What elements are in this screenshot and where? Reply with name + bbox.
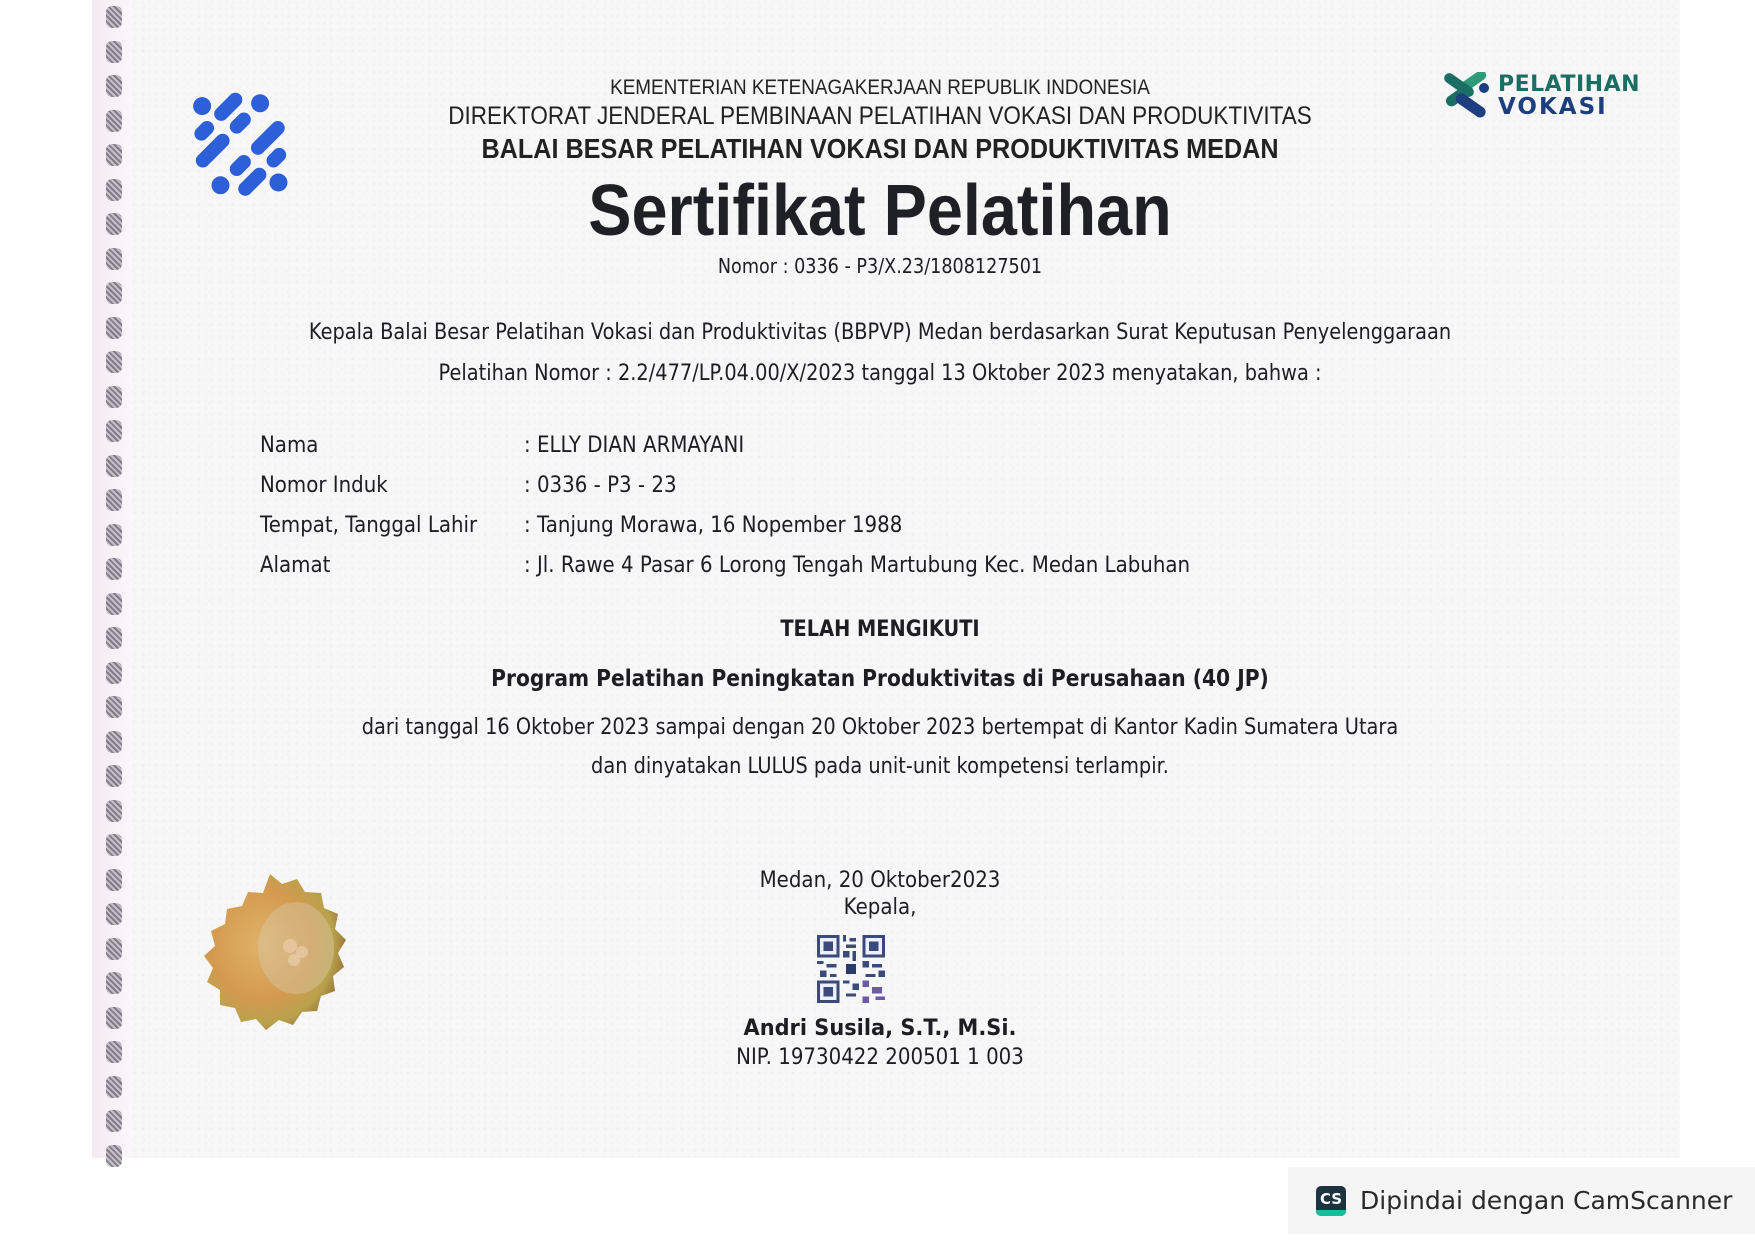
field-value: : 0336 - P3 - 23 — [524, 472, 677, 498]
binding-hole — [106, 800, 122, 822]
binding-hole — [106, 179, 122, 201]
field-label: Alamat — [260, 552, 331, 578]
certificate-number: Nomor : 0336 - P3/X.23/1808127501 — [717, 254, 1043, 278]
binding-hole — [106, 41, 122, 63]
binding-hole — [106, 593, 122, 615]
binding-hole — [106, 662, 122, 684]
pelatihan-vokasi-logo — [1440, 72, 1640, 120]
field-row-ttl — [260, 505, 1264, 545]
binding-hole — [106, 731, 122, 753]
program-name: Program Pelatihan Peningkatan Produktivitas di Perusahaan (40 JP) — [491, 666, 1269, 692]
binding-hole — [106, 455, 122, 477]
intro-line-2: Pelatihan Nomor : 2.2/477/LP.04.00/X/2023 tanggal 13 Oktober 2023 menyatakan, bahwa : — [438, 361, 1322, 386]
program-result: dan dinyatakan LULUS pada unit-unit kompetensi terlampir. — [591, 754, 1169, 779]
field-label: Nama — [260, 432, 319, 458]
program-period: dari tanggal 16 Oktober 2023 sampai dengan 20 Oktober 2023 bertempat di Kantor Kadin Sumatera Utara — [361, 715, 1399, 740]
binding-hole — [106, 351, 122, 373]
header-institution: BALAI BESAR PELATIHAN VOKASI DAN PRODUKTIVITAS MEDAN — [481, 133, 1279, 164]
binding-hole — [106, 248, 122, 270]
kemnaker-logo-icon — [176, 80, 306, 210]
field-label: Tempat, Tanggal Lahir — [260, 512, 478, 538]
signatory-nip: NIP. 19730422 200501 1 003 — [736, 1045, 1024, 1070]
field-row-nama — [260, 425, 1264, 465]
binding-hole — [106, 386, 122, 408]
binding-hole — [106, 282, 122, 304]
header-ministry: KEMENTERIAN KETENAGAKERJAAN REPUBLIK INDONESIA — [610, 76, 1150, 99]
participant-fields — [260, 425, 1264, 585]
binding-hole — [106, 696, 122, 718]
header-directorate: DIREKTORAT JENDERAL PEMBINAAN PELATIHAN VOKASI DAN PRODUKTIVITAS — [448, 102, 1312, 130]
camscanner-text: Dipindai dengan CamScanner — [1360, 1186, 1733, 1215]
binding-hole — [106, 75, 122, 97]
binding-hole — [106, 558, 122, 580]
binding-hole — [106, 1007, 122, 1029]
field-value: : Jl. Rawe 4 Pasar 6 Lorong Tengah Martubung Kec. Medan Labuhan — [524, 552, 1191, 578]
binding-hole — [106, 420, 122, 442]
gold-seal-icon — [178, 868, 362, 1052]
binding-hole — [106, 1145, 122, 1167]
camscanner-watermark — [1288, 1167, 1755, 1234]
field-row-nomor-induk — [260, 465, 1264, 505]
logo-text-pelatihan: PELATIHAN — [1498, 72, 1641, 97]
binding-hole — [106, 110, 122, 132]
statement-heading: TELAH MENGIKUTI — [780, 617, 980, 642]
signature-role: Kepala, — [843, 895, 917, 920]
binding-hole — [106, 765, 122, 787]
signature-place-date: Medan, 20 Oktober2023 — [759, 868, 1001, 893]
binding-hole — [106, 524, 122, 546]
qr-code-icon — [817, 935, 885, 1003]
field-row-alamat — [260, 545, 1264, 585]
binding-hole — [106, 938, 122, 960]
field-label: Nomor Induk — [260, 472, 388, 498]
intro-line-1: Kepala Balai Besar Pelatihan Vokasi dan Produktivitas (BBPVP) Medan berdasarkan Surat Keputusan Penyelenggaraan — [308, 320, 1452, 345]
binding-hole — [106, 1041, 122, 1063]
binding-strip — [92, 0, 132, 1158]
binding-hole — [106, 1076, 122, 1098]
binding-hole — [106, 213, 122, 235]
binding-hole — [106, 627, 122, 649]
vokasi-cross-icon — [1440, 72, 1492, 120]
binding-hole — [106, 144, 122, 166]
binding-hole — [106, 489, 122, 511]
logo-text-vokasi: VOKASI — [1498, 94, 1608, 120]
binding-hole — [106, 869, 122, 891]
binding-hole — [106, 6, 122, 28]
binding-hole — [106, 834, 122, 856]
binding-hole — [106, 972, 122, 994]
binding-hole — [106, 317, 122, 339]
binding-hole — [106, 1110, 122, 1132]
field-value: : ELLY DIAN ARMAYANI — [524, 432, 745, 458]
field-value: : Tanjung Morawa, 16 Nopember 1988 — [524, 512, 903, 538]
certificate-title: Sertifikat Pelatihan — [588, 171, 1172, 251]
signatory-name: Andri Susila, S.T., M.Si. — [743, 1016, 1017, 1041]
binding-hole — [106, 903, 122, 925]
camscanner-logo-icon: CS — [1316, 1186, 1346, 1216]
